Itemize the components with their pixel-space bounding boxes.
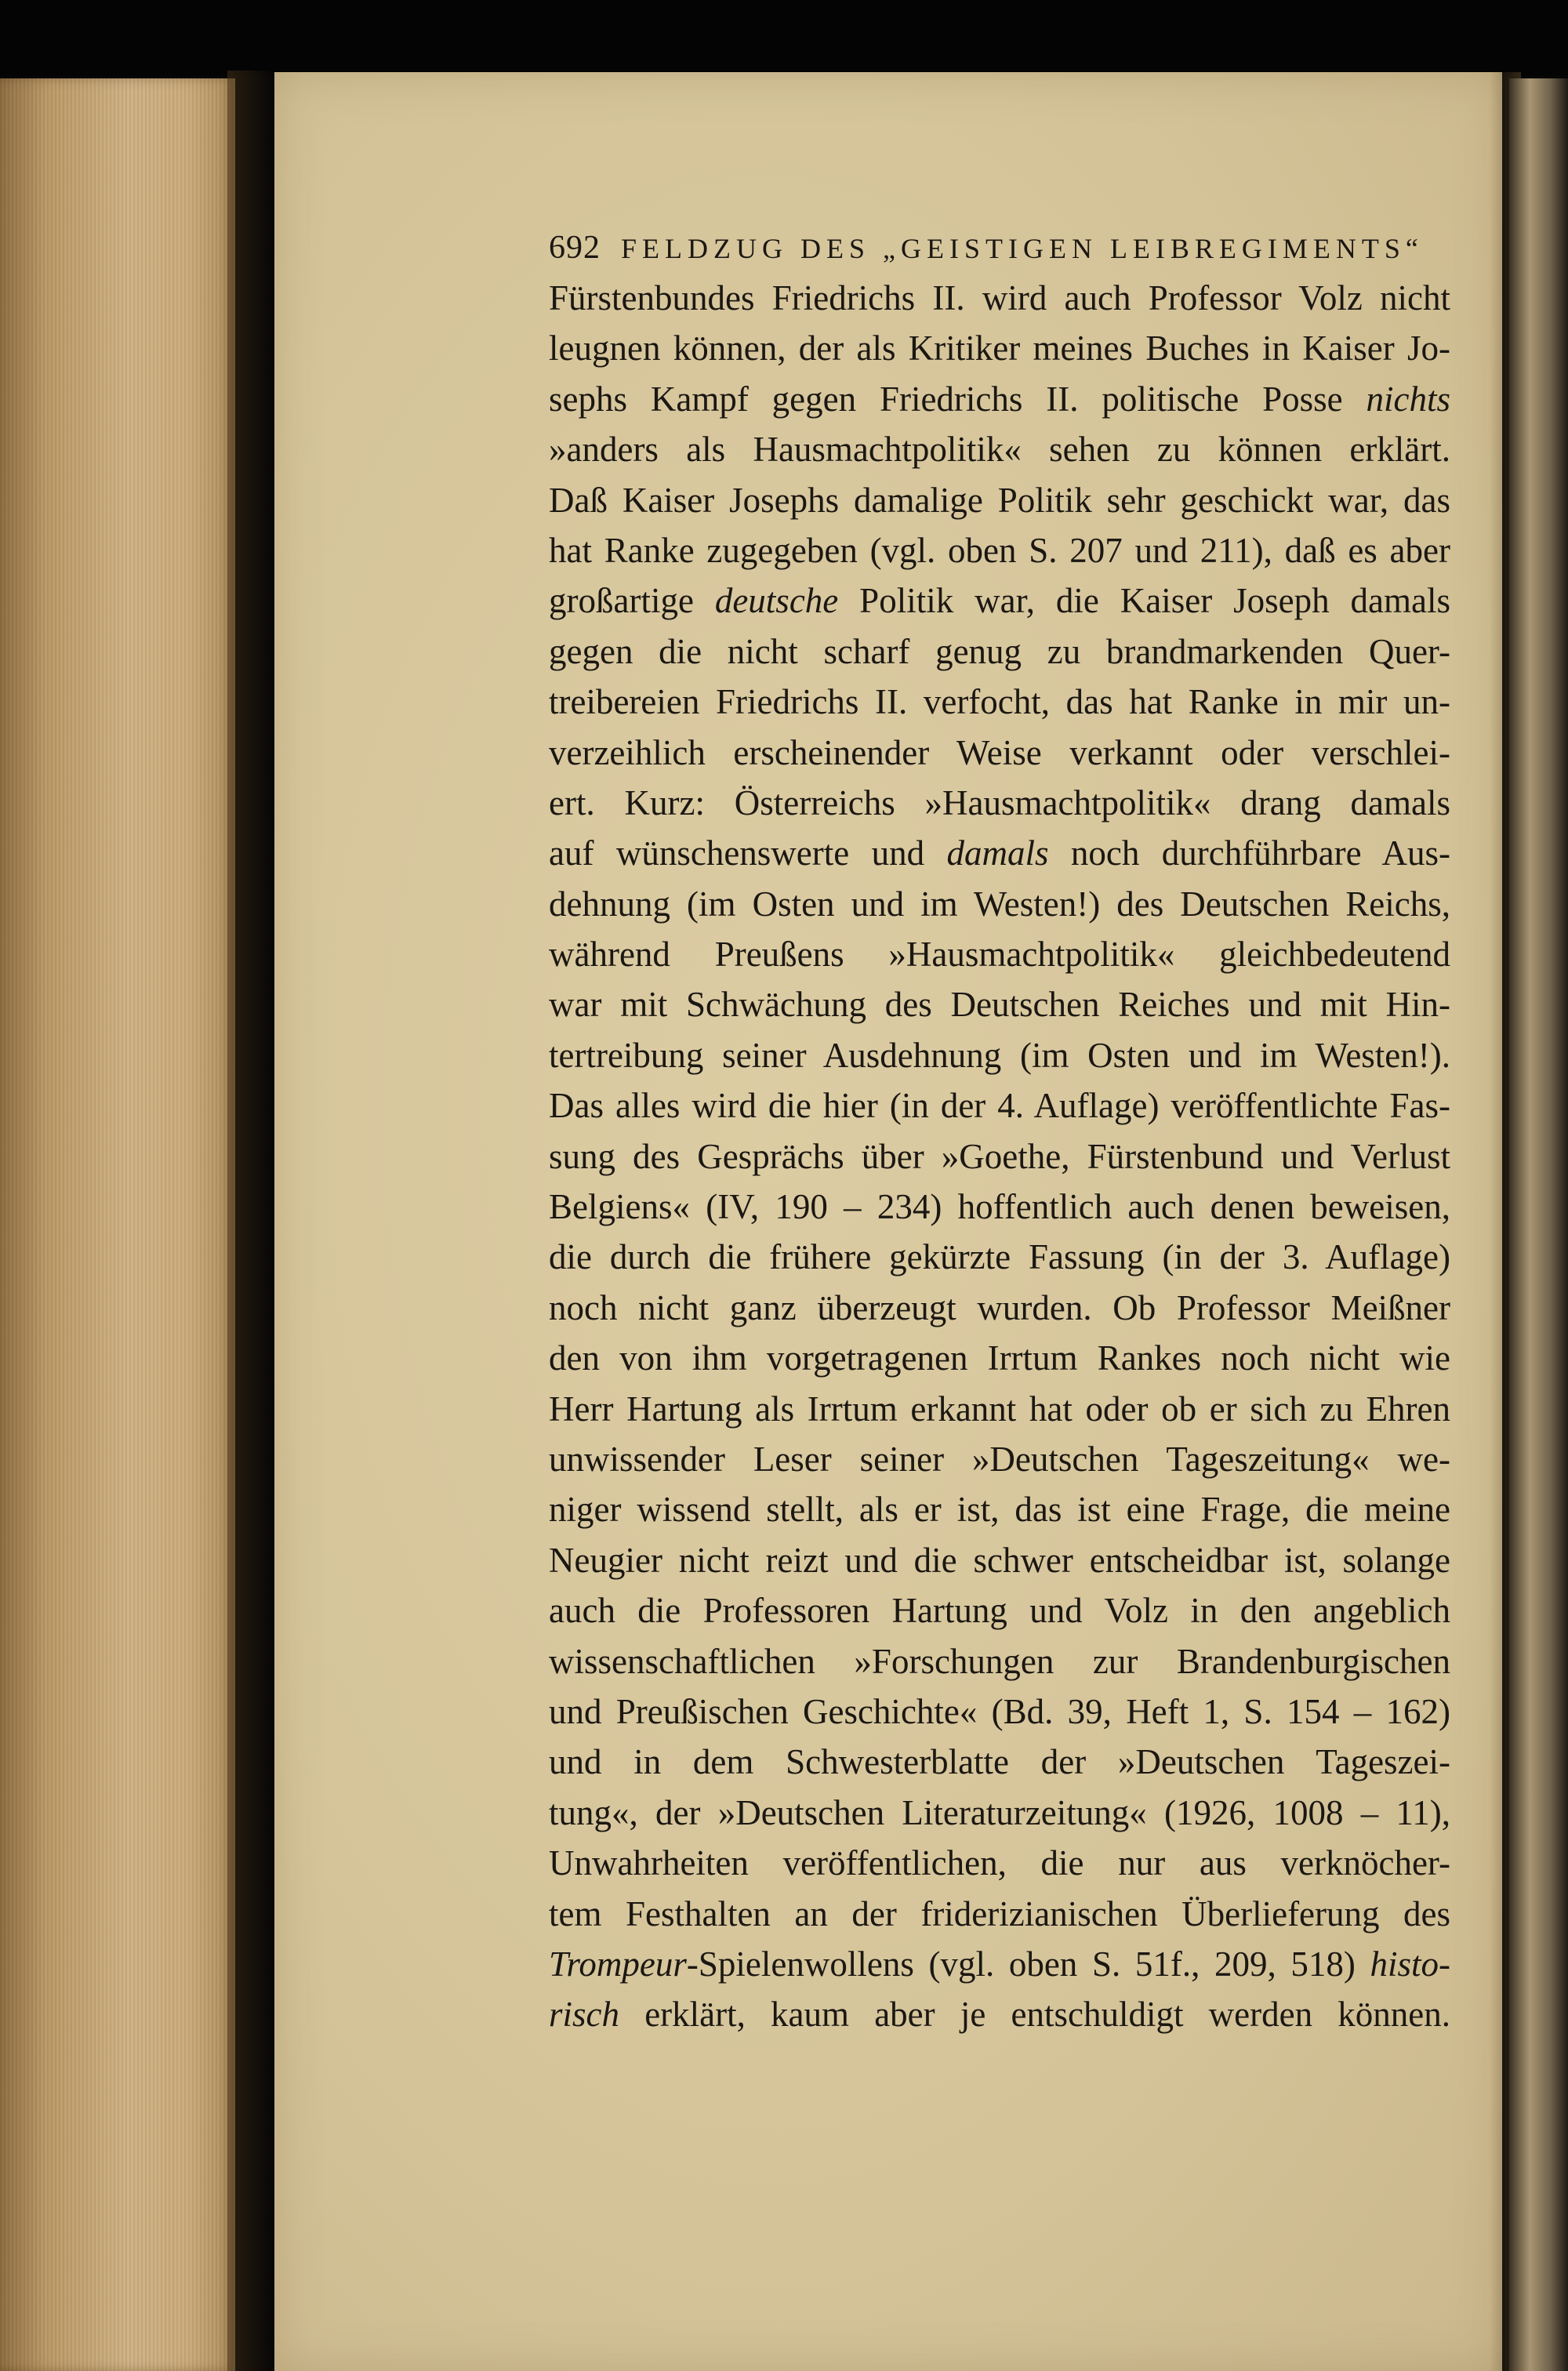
- text-line: [549, 374, 1450, 424]
- text-run: verzeihlich erscheinender Weise verkannt oder verschlei-: [549, 732, 1450, 772]
- page-block-shadow: [227, 71, 274, 2371]
- italic-text: histo-: [1370, 1944, 1450, 1984]
- text-run: unwissender Leser seiner »Deutschen Tageszeitung« we-: [549, 1439, 1450, 1479]
- text-line: [549, 1434, 1450, 1484]
- text-run: während Preußens »Hausmachtpolitik« gleichbedeutend: [549, 935, 1450, 975]
- text-line: [549, 828, 1450, 878]
- text-run: und in dem Schwesterblatte der »Deutschen Tageszei-: [549, 1742, 1450, 1782]
- page-number: 692: [549, 230, 601, 266]
- text-run: leugnen können, der als Kritiker meines Buches in Kaiser Jo-: [549, 329, 1450, 369]
- text-run: Herr Hartung als Irrtum erkannt hat oder ob er sich zu Ehren: [549, 1389, 1450, 1429]
- text-run: »anders als Hausmachtpolitik« sehen zu können erklärt.: [549, 430, 1450, 470]
- text-line: [549, 1788, 1450, 1838]
- italic-text: damals: [946, 833, 1049, 873]
- text-run: -Spielenwollens (vgl. oben S. 51f., 209, 518): [686, 1944, 1370, 1984]
- text-run: gegen die nicht scharf genug zu brandmarkenden Quer-: [549, 631, 1450, 671]
- text-run: die durch die frühere gekürzte Fassung (in der 3. Auflage): [549, 1237, 1450, 1277]
- text-run: Politik war, die Kaiser Joseph damals: [838, 581, 1450, 621]
- text-line: [549, 979, 1450, 1029]
- text-line: [549, 626, 1450, 677]
- text-line: [549, 1080, 1450, 1131]
- text-run: dehnung (im Osten und im Westen!) des Deutschen Reichs,: [549, 884, 1450, 924]
- running-head: [549, 229, 1450, 273]
- text-line: [549, 1030, 1450, 1080]
- text-line: [549, 1737, 1450, 1787]
- text-run: niger wissend stellt, als er ist, das ist eine Frage, die meine: [549, 1490, 1450, 1530]
- text-run: Fürstenbundes Friedrichs II. wird auch Professor Volz nicht: [549, 278, 1450, 318]
- text-run: sung des Gesprächs über »Goethe, Fürstenbund und Verlust: [549, 1136, 1450, 1176]
- text-run: treibereien Friedrichs II. verfocht, das hat Ranke in mir un-: [549, 682, 1450, 722]
- text-line: [549, 1636, 1450, 1687]
- text-run: auch die Professoren Hartung und Volz in den angeblich: [549, 1591, 1450, 1631]
- italic-text: Trompeur: [549, 1944, 687, 1984]
- text-run: wissenschaftlichen »Forschungen zur Brandenburgischen: [549, 1641, 1450, 1681]
- text-line: [549, 929, 1450, 979]
- text-run: und Preußischen Geschichte« (Bd. 39, Heft 1, S. 154 – 162): [549, 1691, 1450, 1731]
- text-run: sephs Kampf gegen Friedrichs II. politische Posse: [549, 379, 1367, 419]
- text-line: [549, 879, 1450, 929]
- text-run: Das alles wird die hier (in der 4. Auflage) veröffentlichte Fas-: [549, 1086, 1450, 1126]
- text-run: auf wünschenswerte und: [549, 833, 947, 873]
- text-line: [549, 323, 1450, 373]
- italic-text: deutsche: [714, 581, 839, 621]
- text-run: Neugier nicht reizt und die schwer entscheidbar ist, solange: [549, 1540, 1450, 1580]
- text-run: Belgiens« (IV, 190 – 234) hoffentlich auch denen beweisen,: [549, 1187, 1450, 1227]
- text-line: [549, 1585, 1450, 1636]
- text-run: noch nicht ganz überzeugt wurden. Ob Professor Meißner: [549, 1287, 1450, 1327]
- text-line: [549, 1889, 1450, 1939]
- text-run: Unwahrheiten veröffentlichen, die nur aus verknöcher-: [549, 1843, 1450, 1883]
- text-line: [549, 1283, 1450, 1333]
- text-run: war mit Schwächung des Deutschen Reiches und mit Hin-: [549, 985, 1450, 1025]
- text-run: Daß Kaiser Josephs damalige Politik sehr geschickt war, das: [549, 480, 1450, 520]
- text-run: großartige: [549, 581, 715, 621]
- text-line: [549, 1535, 1450, 1585]
- running-head-title: FELDZUG DES „GEISTIGEN LEIBREGIMENTS“: [621, 233, 1424, 264]
- text-line: [549, 1182, 1450, 1232]
- text-line: [549, 424, 1450, 474]
- text-line: [549, 475, 1450, 525]
- text-line: [549, 1131, 1450, 1182]
- text-run: hat Ranke zugegeben (vgl. oben S. 207 und 211), daß es aber: [549, 530, 1450, 570]
- text-line: [549, 728, 1450, 778]
- text-line: [549, 677, 1450, 727]
- italic-text: risch: [549, 1995, 619, 2035]
- body-text: [549, 273, 1450, 2040]
- text-run: tung«, der »Deutschen Literaturzeitung« (1926, 1008 – 11),: [549, 1792, 1450, 1832]
- facing-page-edge: [1509, 78, 1568, 2371]
- text-line: [549, 1687, 1450, 1737]
- text-line: [549, 525, 1450, 576]
- text-line: [549, 1384, 1450, 1434]
- text-run: erklärt, kaum aber je entschuldigt werden können.: [619, 1995, 1450, 2035]
- text-line: [549, 1989, 1450, 2039]
- text-run: den von ihm vorgetragenen Irrtum Rankes noch nicht wie: [549, 1338, 1450, 1378]
- text-line: [549, 273, 1450, 323]
- text-line: [549, 1838, 1450, 1888]
- text-run: tem Festhalten an der friderizianischen Überlieferung des: [549, 1894, 1450, 1933]
- text-line: [549, 1333, 1450, 1383]
- text-line: [549, 576, 1450, 626]
- italic-text: nichts: [1366, 379, 1450, 419]
- text-run: ert. Kurz: Österreichs »Hausmachtpolitik« drang damals: [549, 782, 1450, 822]
- text-line: [549, 1484, 1450, 1534]
- page-block-edge: [0, 78, 235, 2371]
- text-line: [549, 1939, 1450, 1989]
- text-line: [549, 778, 1450, 828]
- page-text: [549, 229, 1450, 2040]
- text-line: [549, 1232, 1450, 1282]
- text-run: noch durchführbare Aus-: [1048, 833, 1450, 873]
- text-run: tertreibung seiner Ausdehnung (im Osten und im Westen!).: [549, 1035, 1450, 1075]
- background-top: [0, 0, 1568, 75]
